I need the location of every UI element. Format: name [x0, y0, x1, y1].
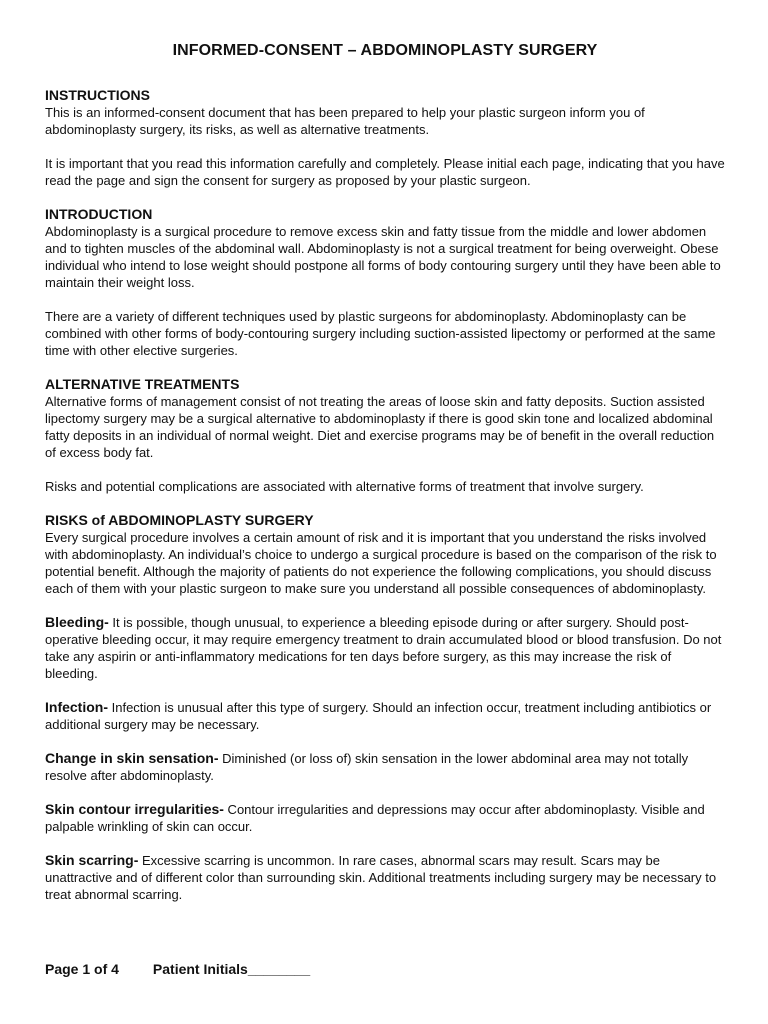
page-number: Page 1 of 4: [45, 961, 119, 977]
risk-term: Bleeding-: [45, 614, 109, 630]
alternatives-paragraph-1: Alternative forms of management consist of not treating the areas of loose skin and fatty deposits. Suction assisted lipectomy surgery may be a surgical alternative to abdominoplasty if there is good skin tone and localized abdominal fatty deposits in an individual of normal weight. Diet and exercise programs may be of benefit in the overall reduction of excess body fat.: [45, 394, 715, 460]
risk-term: Skin contour irregularities-: [45, 801, 224, 817]
risk-term: Change in skin sensation-: [45, 750, 219, 766]
section-heading-alternatives: ALTERNATIVE TREATMENTS: [45, 376, 240, 392]
page-footer: [45, 961, 310, 977]
section-risks: [45, 512, 725, 903]
section-introduction: [45, 206, 725, 359]
document-page: [45, 42, 725, 903]
risk-text: It is possible, though unusual, to experience a bleeding episode during or after surgery. Should post-operative bleeding occur, it may require emergency treatment to drain accumulated blood or blood transfusion. Do not take any aspirin or anti-inflammatory medications for ten days before surgery, as this may increase the risk of bleeding.: [45, 615, 722, 681]
section-alternative-treatments: [45, 376, 725, 495]
risk-item-infection: [45, 699, 725, 733]
risk-term: Skin scarring-: [45, 852, 139, 868]
section-heading-introduction: INTRODUCTION: [45, 206, 153, 222]
risk-text: Diminished (or loss of) skin sensation in the lower abdominal area may not totally resolve after abdominoplasty.: [45, 751, 689, 783]
section-instructions: [45, 87, 725, 189]
section-heading-instructions: INSTRUCTIONS: [45, 87, 150, 103]
document-title: INFORMED-CONSENT – ABDOMINOPLASTY SURGERY: [172, 42, 598, 59]
instructions-paragraph-1: This is an informed-consent document that has been prepared to help your plastic surgeon inform you of abdominoplasty surgery, its risks, as well as alternative treatments.: [45, 105, 645, 137]
risk-text: Excessive scarring is uncommon. In rare cases, abnormal scars may result. Scars may be unattractive and of different color than surrounding skin. Additional treatments including surgery may be necessary to treat abnormal scarring.: [45, 853, 717, 902]
risk-text: Contour irregularities and depressions may occur after abdominoplasty. Visible and palpable wrinkling of skin can occur.: [45, 802, 705, 834]
introduction-paragraph-1: Abdominoplasty is a surgical procedure to remove excess skin and fatty tissue from the middle and lower abdomen and to tighten muscles of the abdominal wall. Abdominoplasty is not a surgical treatment for being overweight. Obese individual who intend to lose weight should postpone all forms of body contouring surgery until they have been able to maintain their weight loss.: [45, 224, 721, 290]
introduction-paragraph-2: There are a variety of different techniques used by plastic surgeons for abdominoplasty. Abdominoplasty can be combined with other forms of body-contouring surgery including suction-assisted lipectomy or performed at the same time with other elective surgeries.: [45, 309, 716, 358]
section-heading-risks: RISKS of ABDOMINOPLASTY SURGERY: [45, 512, 314, 528]
risks-paragraph-1: Every surgical procedure involves a certain amount of risk and it is important that you understand the risks involved with abdominoplasty. An individual’s choice to undergo a surgical procedure is based on the comparison of the risk to potential benefit. Although the majority of patients do not experience the following complications, you should discuss each of them with your plastic surgeon to make sure you understand all possible consequences of abdominoplasty.: [45, 530, 717, 596]
patient-initials-field: Patient Initials________: [152, 961, 311, 977]
instructions-paragraph-2: It is important that you read this information carefully and completely. Please initial each page, indicating that you have read the page and sign the consent for surgery as proposed by your plastic surgeon.: [45, 156, 725, 188]
risk-text: Infection is unusual after this type of surgery. Should an infection occur, treatment including antibiotics or additional surgery may be necessary.: [45, 700, 712, 732]
risk-item-skin-sensation: [45, 750, 725, 784]
risk-term: Infection-: [45, 699, 108, 715]
risk-item-bleeding: [45, 614, 725, 682]
alternatives-paragraph-2: Risks and potential complications are associated with alternative forms of treatment that involve surgery.: [45, 479, 644, 494]
risk-item-skin-scarring: [45, 852, 725, 903]
risk-item-contour-irregularities: [45, 801, 725, 835]
